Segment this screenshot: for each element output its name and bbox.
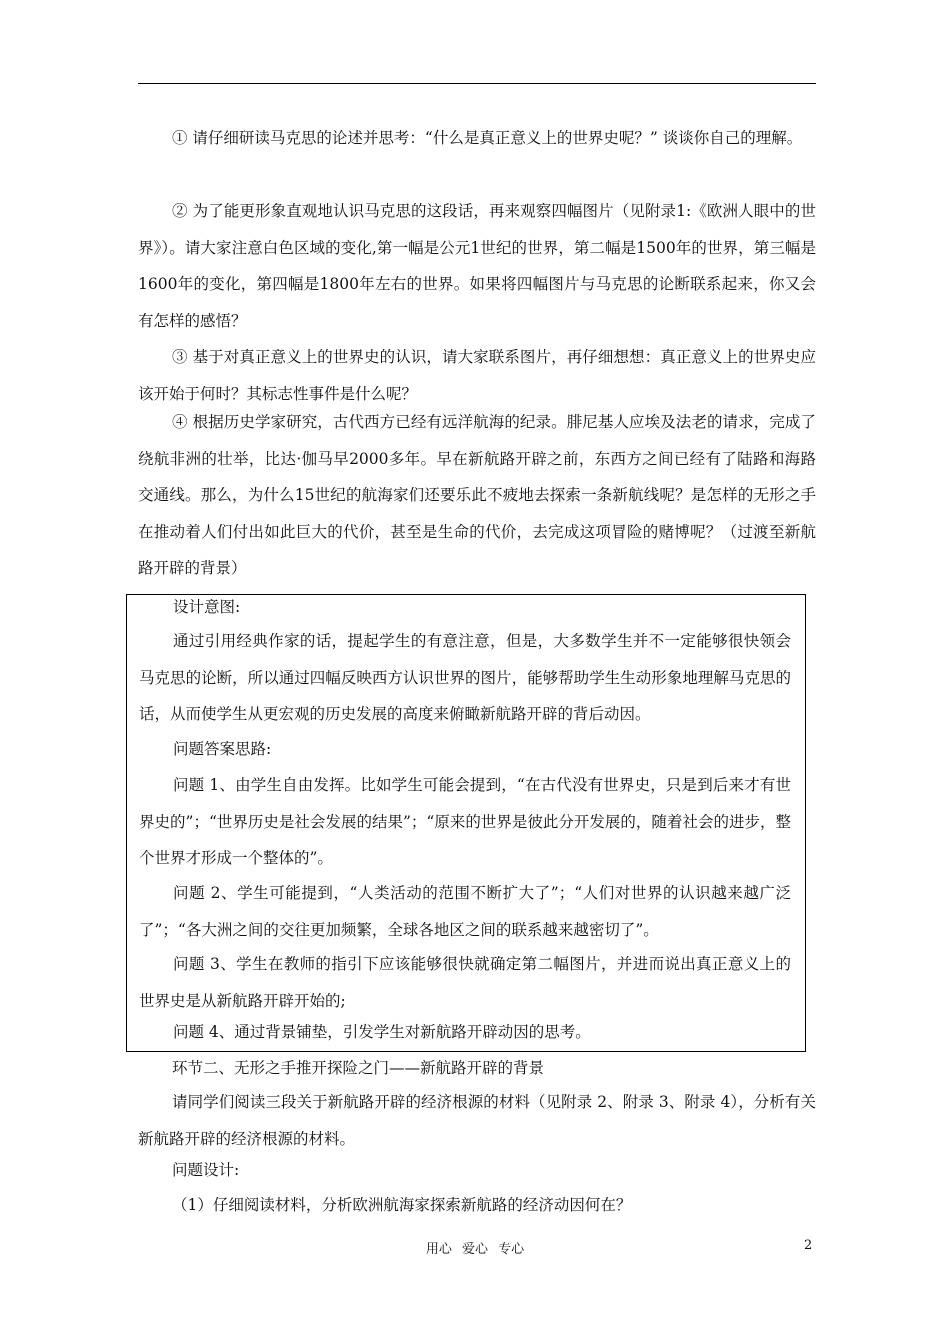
- question-item-1: （1）仔细阅读材料，分析欧洲航海家探索新航路的经济动因何在？: [172, 1196, 632, 1214]
- answer-item: 问题 3、学生在教师的指引下应该能够很快就确定第二幅图片，并进而说出真正意义上的世界史是从新航路开辟开始的;: [139, 955, 791, 1010]
- paragraph-question-3: ③ 基于对真正意义上的世界史的认识，请大家联系图片，再仔细想想：真正意义上的世界史应该开始于何时？其标志性事件是什么呢？: [138, 348, 816, 403]
- design-intent-label: 设计意图:: [173, 598, 241, 616]
- design-intent-text: 通过引用经典作家的话，提起学生的有意注意，但是，大多数学生并不一定能够很快领会马克思的论断，所以通过四幅反映西方认识世界的图片，能够帮助学生生动形象地理解马克思的话，从而使学生从更宏观的历史发展的高度来俯瞰新航路开辟的背后动因。: [139, 632, 791, 723]
- answer-item: 问题 1、由学生自由发挥。比如学生可能会提到，“在古代没有世界史，只是到后来才有世界史的”；“世界历史是社会发展的结果”；“原来的世界是彼此分开发展的，随着社会的进步，整个世界才形成一个整体的”。: [139, 776, 791, 867]
- paragraph-question-2: ② 为了能更形象直观地认识马克思的这段话，再来观察四幅图片（见附录1:《欧洲人眼中的世界》）。请大家注意白色区域的变化,第一幅是公元1世纪的世界，第二幅是1500年的世界，第三幅是1600年的变化，第四幅是1800年左右的世界。如果将四幅图片与马克思的论断联系起来，你又会有怎样的感悟？: [138, 202, 816, 330]
- answers-label: 问题答案思路:: [173, 740, 272, 758]
- answer-item: 问题 2、学生可能提到，“人类活动的范围不断扩大了”；“人们对世界的认识越来越广泛了”；“各大洲之间的交往更加频繁，全球各地区之间的联系越来越密切了”。: [139, 884, 791, 939]
- section2-heading: 环节二、无形之手推开探险之门——新航路开辟的背景: [172, 1059, 545, 1077]
- page-number: 2: [804, 1238, 813, 1253]
- design-intent-box: [126, 594, 806, 1052]
- header-rule: [138, 83, 816, 84]
- paragraph-question-4: ④ 根据历史学家研究，古代西方已经有远洋航海的纪录。腓尼基人应埃及法老的请求，完成了绕航非洲的壮举，比达·伽马早2000多年。早在新航路开辟之前，东西方之间已经有了陆路和海路交通线。那么，为什么15世纪的航海家们还要乐此不疲地去探索一条新航线呢？是怎样的无形之手在推动着人们付出如此巨大的代价，甚至是生命的代价，去完成这项冒险的赌博呢？（过渡至新航路开辟的背景）: [138, 413, 816, 577]
- section2-intro: 请同学们阅读三段关于新航路开辟的经济根源的材料（见附录 2、附录 3、附录 4），分析有关新航路开辟的经济根源的材料。: [138, 1093, 816, 1148]
- paragraph-question-1: ① 请仔细研读马克思的论述并思考：“什么是真正意义上的世界史呢？” 谈谈你自己的理解。: [172, 129, 803, 147]
- page-footer: 用心 爱心 专心: [425, 1242, 525, 1257]
- answer-item: 问题 4、通过背景铺垫，引发学生对新航路开辟动因的思考。: [173, 1023, 591, 1041]
- question-design-label: 问题设计:: [172, 1161, 240, 1179]
